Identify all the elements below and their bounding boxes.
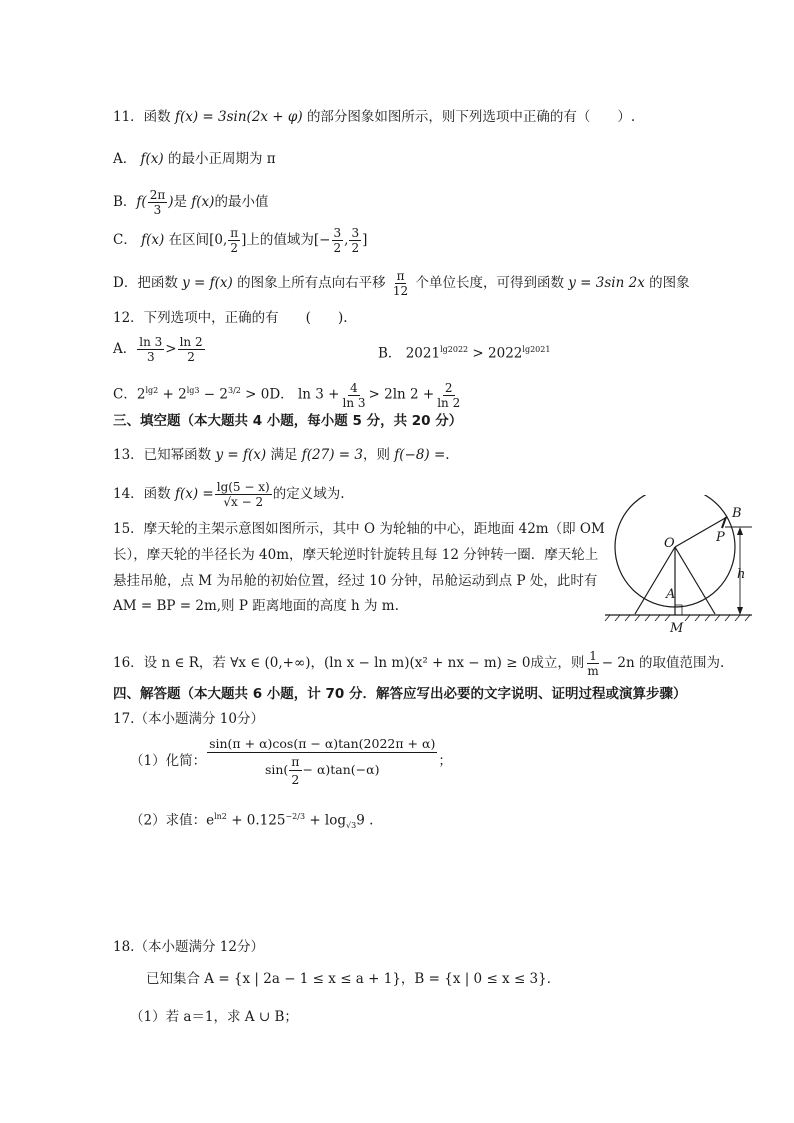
section-3-heading: 三、填空题（本大题共 4 小题，每小题 5 分，共 20 分） (113, 413, 463, 429)
q12-option-b (378, 341, 550, 363)
q11-option-a-fx: f(x) (140, 151, 164, 167)
q12-option-d-term-2: > 2ln 2 + (368, 386, 435, 403)
q12-option-a-gt: > (165, 341, 177, 357)
q16 (113, 648, 724, 678)
q12-option-c-term-2: 2 (178, 386, 187, 403)
q17-part-2-mid-exp: −2/3 (285, 812, 306, 821)
q12-option-d-label: D． (269, 386, 294, 403)
q12-option-cd (113, 376, 463, 410)
label-b: B (732, 506, 742, 521)
q11-option-d-text-b: 个单位长度，可得到函数 (415, 275, 564, 291)
q14-text-b: 的定义域为. (272, 486, 345, 502)
q16-text-a: 16．设 n ∈ R，若 ∀x ∈ (0,+∞)， (113, 655, 325, 671)
q12-option-c-plus: + (158, 386, 179, 403)
q11-option-c-fx: f(x) (141, 232, 165, 248)
q16-condition: (ln x − ln m)(x² + nx − m) ≥ 0 (324, 655, 531, 671)
q11-option-d-text-a: 的图象上所有点向右平移 (237, 275, 386, 291)
q12-option-b-base-1: 2021 (405, 345, 441, 362)
q17-title: 17.（本小题满分 10分） (113, 711, 264, 727)
q11-option-c-den-1: 2 (230, 241, 239, 255)
label-a: A (666, 587, 676, 602)
q11-option-b-f: f( (136, 194, 147, 210)
q11-option-b (113, 188, 268, 217)
label-m: M (670, 621, 684, 635)
q11-option-c-text-b: ]上的值域为[− (241, 232, 331, 248)
arrow-head-down (737, 607, 743, 615)
section-4-heading: 四、解答题（本大题共 6 小题，计 70 分．解答应写出必要的文字说明、证明过程或演算步骤） (113, 686, 687, 702)
q12-option-b-exp-2: lg2021 (522, 345, 551, 354)
q11-option-b-fx: f(x) (191, 194, 215, 210)
q11-option-d (113, 269, 690, 298)
q11-option-b-close: ) (168, 194, 174, 210)
q17-part-1 (130, 735, 452, 788)
q12-option-c-term-3: 2 (219, 386, 228, 403)
q16-den: m (587, 664, 599, 678)
q11-option-c-end: ] (362, 232, 368, 248)
q12-option-a-den-2: 2 (187, 350, 195, 364)
q11-stem-text-b: 的部分图象如图所示，则下列选项中正确的有（ ）. (306, 109, 636, 125)
q11-option-d-label: D．把函数 (113, 275, 178, 291)
q11-option-b-num: 2π (149, 188, 166, 202)
q14-num: lg(5 − x) (216, 480, 270, 494)
label-h: h (737, 567, 746, 582)
q14-fx: f(x) = (174, 486, 214, 502)
q17-part-1-label: （1）化简： (130, 753, 207, 769)
q17-part-1-end: ； (438, 753, 452, 769)
q11-option-b-text-b: 的最小值 (214, 194, 269, 210)
q12-option-c-term-1: 2 (136, 386, 146, 403)
label-o: O (664, 536, 675, 551)
q13-end: . (445, 447, 450, 463)
q11-stem (113, 108, 635, 126)
q12-option-a-label: A． (113, 341, 137, 357)
q14-fraction (215, 480, 272, 509)
q18-title: 18.（本小题满分 12分） (113, 939, 264, 955)
q11-option-c-frac-3 (349, 226, 361, 255)
q11-function: f(x) = 3sin(2x + φ) (174, 109, 303, 125)
q14-den: √x − 2 (223, 495, 264, 509)
q12-option-a-num-1: ln 3 (139, 335, 163, 349)
q17-part-2-e-exp: ln2 (214, 812, 227, 821)
q11-option-c-text-a: 在区间[0, (168, 232, 228, 248)
q12-option-c-exp-3: 3/2 (228, 386, 241, 395)
q16-num: 1 (589, 649, 597, 663)
q15-line-4: AM = BP = 2m,则 P 距离地面的高度 h 为 m. (113, 598, 399, 614)
q11-option-c-num-2: 3 (333, 226, 342, 240)
q11-option-a-label: A． (113, 151, 137, 167)
q11-stem-text-a: 11．函数 (113, 109, 171, 125)
q12-option-d-num-2: 2 (444, 380, 453, 395)
label-p: P (716, 530, 725, 545)
q11-option-d-fraction (391, 269, 410, 298)
q12-option-d-den-2: ln 2 (437, 395, 461, 410)
q12-option-b-base-2: 2022 (488, 345, 523, 362)
q11-option-c-comma: , (344, 232, 349, 248)
q11-option-d-text-c: 的图象 (649, 275, 690, 291)
q14 (113, 478, 345, 510)
ferris-wheel-figure (600, 495, 760, 635)
q12-option-d-den-1: ln 3 (342, 395, 366, 410)
q14-text-a: 14．函数 (113, 486, 171, 502)
q17-part-2-e: e (206, 812, 215, 829)
q11-option-c-frac-1 (228, 226, 240, 255)
q11-option-d-num: π (396, 269, 405, 283)
q17-part-2-log: + log (305, 812, 347, 829)
q12-stem: 12．下列选项中，正确的有 ( ). (113, 310, 348, 326)
q17-den-frac (289, 753, 301, 788)
q11-option-d-den: 12 (392, 284, 409, 298)
q18-given: 已知集合 A = {x | 2a − 1 ≤ x ≤ a + 1}，B = {x | 0 ≤ x ≤ 3}． (146, 971, 561, 987)
q11-option-c-num-3: 3 (351, 226, 360, 240)
q17-den-rest: − α)tan(−α) (302, 762, 380, 777)
q11-option-c-label: C． (113, 232, 137, 248)
q15-line-1: 15．摩天轮的主架示意图如图所示，其中 O 为轮轴的中心，距地面 42m（即 OM (113, 521, 605, 537)
q11-option-d-y: y = f(x) (182, 275, 233, 291)
q12-option-b-label: B． (378, 345, 402, 362)
q11-option-b-label: B． (113, 194, 137, 210)
q11-option-b-fraction (148, 188, 168, 217)
q15-line-3: 悬挂吊舱，点 M 为吊舱的初始位置，经过 10 分钟，吊舱运动到点 P 处，此时有 (113, 573, 598, 589)
q11-option-d-y2: y = 3sin 2x (568, 275, 645, 291)
q12-option-a (113, 334, 206, 364)
q16-text-c: 成立，则 (530, 655, 585, 671)
q11-option-b-den: 3 (153, 203, 162, 217)
q15-line-2: 长），摩天轮的半径长为 40m，摩天轮逆时针旋转且每 12 分钟转一圈．摩天轮上 (113, 547, 599, 563)
q12-option-d-frac-2 (435, 381, 462, 410)
q12-option-b-exp-1: lg2022 (440, 345, 469, 354)
q11-option-a (113, 150, 276, 168)
q17-part-2-mid: + 0.125 (226, 812, 286, 829)
q11-option-c-den-2: 2 (333, 241, 342, 255)
q17-part-2-label: （2）求值： (130, 812, 207, 829)
q13-text-d: ，则 (362, 447, 390, 463)
q16-fraction (585, 649, 600, 678)
q11-option-c-den-3: 2 (351, 241, 360, 255)
q17-part-2 (130, 808, 373, 835)
q12-option-d-num-1: 4 (350, 380, 358, 395)
q12-option-a-den-1: 3 (146, 350, 155, 364)
q17-den-den: 2 (291, 772, 300, 787)
q11-option-c-frac-2 (332, 226, 344, 255)
q11-option-a-text: 的最小正周期为 π (168, 151, 276, 167)
q12-option-c-exp-2: lg3 (186, 386, 200, 395)
q12-option-c-label: C． (113, 386, 137, 403)
q12-option-b-gt: > (468, 345, 489, 362)
q11-option-c (113, 226, 367, 255)
q12-option-c-gt: > 0 (240, 386, 270, 403)
q13-cond: f(27) = 3 (301, 447, 363, 463)
q17-part-1-den (263, 753, 382, 788)
q13 (113, 446, 450, 464)
q17-den-num: π (291, 754, 300, 769)
q12-option-d-term-1: ln 3 + (297, 386, 340, 403)
q17-den-sin: sin( (264, 762, 289, 777)
q16-text-d: − 2n 的取值范围为. (601, 655, 725, 671)
q18-part-1: （1）若 a＝1，求 A ∪ B； (130, 1009, 298, 1025)
q17-part-2-log-base: √3 (346, 821, 357, 831)
q12-option-a-num-2: ln 2 (179, 335, 203, 349)
q13-ask: f(−8) = (394, 447, 446, 463)
q13-text-b: 满足 (270, 447, 298, 463)
q17-part-1-fraction (207, 735, 437, 788)
q17-part-1-num: sin(π + α)cos(π − α)tan(2022π + α) (209, 736, 436, 751)
q11-option-b-text-a: 是 (173, 194, 187, 210)
q17-part-2-end: 9 . (356, 812, 374, 829)
q12-option-c-minus: − (199, 386, 220, 403)
q13-y: y = f(x) (215, 447, 267, 463)
q12-option-d-frac-1 (340, 381, 367, 410)
q12-option-a-frac-1 (137, 335, 164, 364)
q11-option-c-num-1: π (230, 226, 239, 240)
q13-text-a: 13．已知幂函数 (113, 447, 212, 463)
arrow-head-up (737, 527, 743, 535)
q12-option-c-exp-1: lg2 (145, 386, 159, 395)
q12-option-a-frac-2 (178, 335, 205, 364)
